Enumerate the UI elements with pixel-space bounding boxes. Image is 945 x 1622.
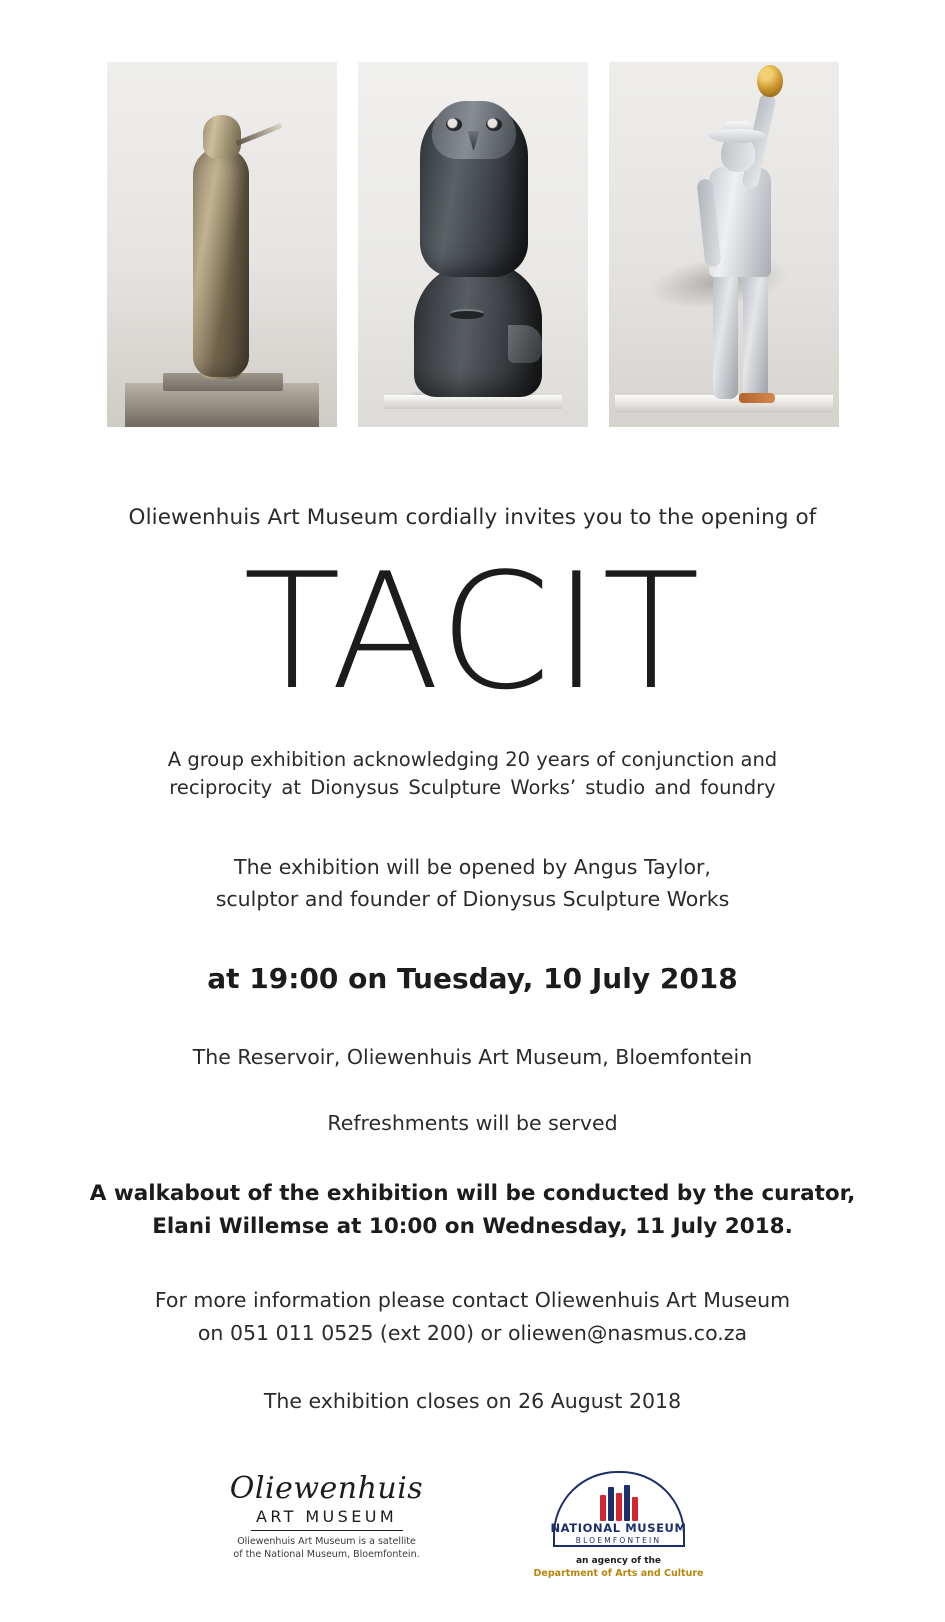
photo2-head-eye	[450, 311, 484, 319]
oliewenhuis-logo-subtitle: ART MUSEUM	[255, 1507, 398, 1527]
sculpture-photo-1	[107, 62, 337, 427]
photo3-shoe	[739, 393, 775, 403]
oliewenhuis-logo-note	[212, 1536, 442, 1562]
opened-by-block	[70, 851, 875, 917]
walkabout-block	[70, 1177, 875, 1244]
photo3-leg-left	[713, 271, 738, 399]
sculpture-image-row	[0, 0, 945, 427]
national-museum-agency-note: an agency of the	[575, 1556, 662, 1567]
logo-row	[0, 1471, 945, 1579]
walkabout-line1: A walkabout of the exhibition will be conducted by the curator,	[89, 1181, 856, 1207]
refreshments-line: Refreshments will be served	[327, 1111, 618, 1136]
exhibition-description	[70, 746, 875, 803]
photo2-owl-eye-right	[486, 118, 502, 131]
invitation-text	[0, 505, 945, 1413]
opening-datetime: at 19:00 on Tuesday, 10 July 2018	[207, 962, 738, 996]
sculpture-photo-2	[358, 62, 588, 427]
oliewenhuis-logo	[212, 1471, 442, 1562]
national-museum-name: NATIONAL MUSEUM	[550, 1521, 687, 1536]
exhibition-title: TACIT	[243, 538, 702, 725]
invitation-intro: Oliewenhuis Art Museum cordially invites you to the opening of	[128, 505, 817, 530]
photo1-figure-body	[193, 147, 249, 377]
opened-by-line2: sculptor and founder of Dionysus Sculpture Works	[215, 887, 730, 912]
opened-by-line1: The exhibition will be opened by Angus Taylor,	[234, 854, 711, 879]
oliewenhuis-logo-note-line2: of the National Museum, Bloemfontein.	[233, 1549, 420, 1561]
contact-line2: on 051 011 0525 (ext 200) or oliewen@nasmus.co.za	[197, 1320, 748, 1345]
photo2-owl-eye-left	[446, 118, 462, 131]
national-museum-department: Department of Arts and Culture	[533, 1568, 704, 1580]
closing-date-line: The exhibition closes on 26 August 2018	[263, 1389, 682, 1414]
sculpture-photo-3	[609, 62, 839, 427]
oliewenhuis-logo-note-line1: Oliewenhuis Art Museum is a satellite	[237, 1536, 416, 1548]
contact-block	[70, 1284, 875, 1350]
photo3-leg-right	[743, 271, 768, 399]
photo1-figure-head	[203, 115, 241, 159]
oliewenhuis-logo-rule	[251, 1530, 403, 1531]
venue-line: The Reservoir, Oliewenhuis Art Museum, Bloemfontein	[192, 1045, 753, 1070]
exhibition-description-line1: A group exhibition acknowledging 20 years of conjunction and	[167, 748, 778, 771]
exhibition-description-line2: reciprocity at Dionysus Sculpture Works’ studio and foundry	[169, 776, 776, 800]
contact-line1: For more information please contact Oliewenhuis Art Museum	[154, 1287, 791, 1312]
photo2-plinth	[384, 395, 562, 409]
national-museum-city: BLOEMFONTEIN	[575, 1536, 662, 1546]
photo3-hat-brim	[709, 129, 767, 143]
national-museum-logo	[504, 1471, 734, 1579]
walkabout-line2: Elani Willemse at 10:00 on Wednesday, 11 July 2018.	[152, 1214, 793, 1240]
photo3-gilded-egg	[757, 65, 783, 97]
photo2-head-nose	[508, 325, 542, 363]
oliewenhuis-logo-script: Oliewenhuis	[229, 1471, 424, 1507]
national-museum-flag-icon	[600, 1485, 638, 1521]
photo1-blade	[235, 123, 281, 146]
national-museum-baseline	[553, 1545, 685, 1547]
